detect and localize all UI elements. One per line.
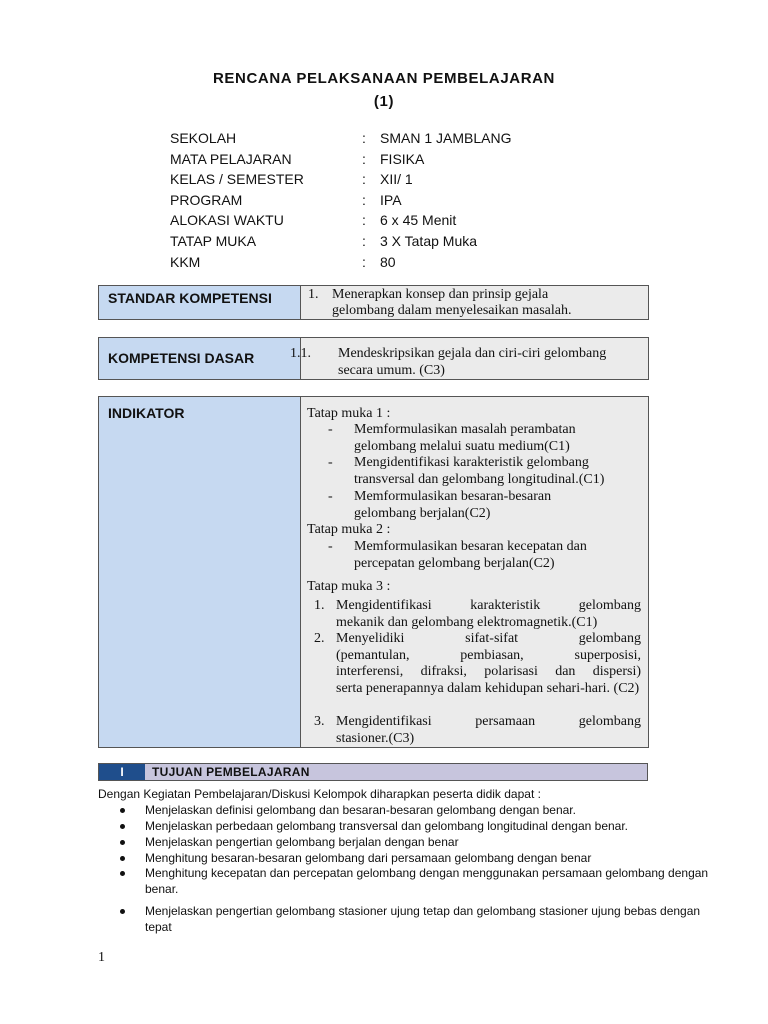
standar-kompetensi-heading: STANDAR KOMPETENSI xyxy=(99,286,301,319)
meta-label: SEKOLAH xyxy=(170,130,237,146)
indikator-text-line: gelombang berjalan(C2) xyxy=(354,505,491,521)
list-number: 1. xyxy=(308,287,319,302)
tujuan-section-header xyxy=(98,763,648,781)
indikator-text-line: transversal dan gelombang longitudinal.(C1) xyxy=(354,471,605,487)
meta-row-kelas-semester xyxy=(170,169,580,190)
bullet-text: Menjelaskan perbedaan gelombang transversal dan gelombang longitudinal dengan benar. xyxy=(145,819,629,833)
dash-marker: - xyxy=(328,422,333,437)
bullet-dot xyxy=(120,871,125,876)
identity-table xyxy=(170,128,580,272)
section-number: I xyxy=(99,764,145,780)
bullet-dot xyxy=(120,856,125,861)
kompetensi-dasar-box xyxy=(98,337,649,380)
indikator-text-block xyxy=(336,631,641,697)
meta-label: ALOKASI WAKTU xyxy=(170,212,284,229)
standar-text-line: Menerapkan konsep dan prinsip gejala xyxy=(332,287,549,302)
indikator-text-line: Memformulasikan masalah perambatan xyxy=(354,422,576,437)
meta-label: KELAS / SEMESTER xyxy=(170,171,304,188)
indikator-text-line: percepatan gelombang berjalan(C2) xyxy=(354,555,555,571)
dash-marker: - xyxy=(328,489,333,504)
meta-row-program xyxy=(170,190,580,211)
indikator-text-line: interferensi, difraksi, polarisasi dan dispersi) xyxy=(336,664,641,679)
indikator-box xyxy=(98,396,649,748)
indikator-text-block xyxy=(336,714,641,747)
list-number: 1. xyxy=(314,598,325,613)
indikator-text-line: Mengidentifikasi persamaan gelombang xyxy=(336,714,641,729)
bullet-text: Menjelaskan pengertian gelombang berjalan dengan benar xyxy=(145,835,459,849)
indikator-text-block xyxy=(336,598,641,631)
meta-separator: : xyxy=(362,191,366,208)
bullet-dot xyxy=(120,840,125,845)
meta-label: MATA PELAJARAN xyxy=(170,150,292,167)
meta-value: 3 X Tatap Muka xyxy=(380,232,478,249)
meta-value: FISIKA xyxy=(380,150,425,167)
meta-value: SMAN 1 JAMBLANG xyxy=(380,130,512,146)
meta-row-mata-pelajaran xyxy=(170,149,580,170)
meta-separator: : xyxy=(362,130,366,146)
meta-value: 80 xyxy=(380,253,396,270)
page-number: 1 xyxy=(98,950,105,965)
meta-row-tatap-muka xyxy=(170,231,580,252)
list-number: 1.1. xyxy=(290,346,311,361)
bullet-text: Menghitung besaran-besaran gelombang dari persamaan gelombang dengan benar xyxy=(145,851,592,865)
standar-kompetensi-box xyxy=(98,285,649,320)
meta-row-kkm xyxy=(170,252,580,273)
list-number: 3. xyxy=(314,714,325,729)
bullet-text: Menjelaskan pengertian gelombang stasioner ujung tetap dan gelombang stasioner ujung bebas dengan tepat xyxy=(145,904,701,934)
tatap-muka-2-label: Tatap muka 2 : xyxy=(307,522,391,537)
indikator-text-line: Mengidentifikasi karakteristik gelombang xyxy=(336,598,641,613)
document-title: RENCANA PELAKSANAAN PEMBELAJARAN xyxy=(213,70,555,87)
tatap-muka-1-label: Tatap muka 1 : xyxy=(307,406,391,421)
meta-value: IPA xyxy=(380,191,402,208)
indikator-text-line: Menyelidiki sifat-sifat gelombang xyxy=(336,631,641,646)
meta-separator: : xyxy=(362,150,366,167)
indikator-heading: INDIKATOR xyxy=(99,397,301,747)
bullet-text: Menghitung kecepatan dan percepatan gelombang dengan menggunakan persamaan gelombang dengan benar. xyxy=(145,866,709,896)
indikator-text-line: (pemantulan, pembiasan, superposisi, xyxy=(336,647,641,663)
indikator-text-line: gelombang melalui suatu medium(C1) xyxy=(354,438,570,454)
dash-marker: - xyxy=(328,539,333,554)
meta-row-sekolah xyxy=(170,128,580,149)
standar-text-line: gelombang dalam menyelesaikan masalah. xyxy=(332,303,572,318)
standar-kompetensi-content xyxy=(301,286,648,319)
indikator-content xyxy=(301,397,648,747)
list-number: 2. xyxy=(314,631,325,646)
meta-row-alokasi-waktu xyxy=(170,210,580,231)
bullet-dot xyxy=(120,808,125,813)
bullet-text: Menjelaskan definisi gelombang dan besaran-besaran gelombang dengan benar. xyxy=(145,803,576,817)
kompetensi-text-line: secara umum. (C3) xyxy=(338,363,445,378)
bullet-dot xyxy=(120,824,125,829)
indikator-text-line: mekanik dan gelombang elektromagnetik.(C1) xyxy=(336,614,598,630)
indikator-text-line: stasioner.(C3) xyxy=(336,730,415,746)
meta-value: XII/ 1 xyxy=(380,171,413,188)
tujuan-intro: Dengan Kegiatan Pembelajaran/Diskusi Kelompok diharapkan peserta didik dapat : xyxy=(98,787,541,801)
meta-separator: : xyxy=(362,232,366,249)
kompetensi-text-line: Mendeskripsikan gejala dan ciri-ciri gelombang xyxy=(338,346,607,361)
indikator-text-line: serta penerapannya dalam kehidupan sehari-hari. (C2) xyxy=(336,680,640,696)
section-heading: TUJUAN PEMBELAJARAN xyxy=(152,765,310,779)
indikator-text-line: Memformulasikan besaran kecepatan dan xyxy=(354,539,587,554)
meta-label: KKM xyxy=(170,253,201,270)
kompetensi-dasar-content xyxy=(290,338,648,379)
meta-separator: : xyxy=(362,253,366,270)
kompetensi-dasar-heading: KOMPETENSI DASAR xyxy=(99,338,301,379)
meta-label: TATAP MUKA xyxy=(170,232,257,249)
indikator-text-line: Memformulasikan besaran-besaran xyxy=(354,489,552,504)
document-title-number: (1) xyxy=(373,93,395,110)
indikator-text-line: Mengidentifikasi karakteristik gelombang xyxy=(354,455,589,470)
meta-label: PROGRAM xyxy=(170,191,243,208)
dash-marker: - xyxy=(328,455,333,470)
meta-value: 6 x 45 Menit xyxy=(380,212,457,229)
bullet-dot xyxy=(120,909,125,914)
meta-separator: : xyxy=(362,212,366,229)
meta-separator: : xyxy=(362,171,366,188)
tatap-muka-3-label: Tatap muka 3 : xyxy=(307,579,391,594)
